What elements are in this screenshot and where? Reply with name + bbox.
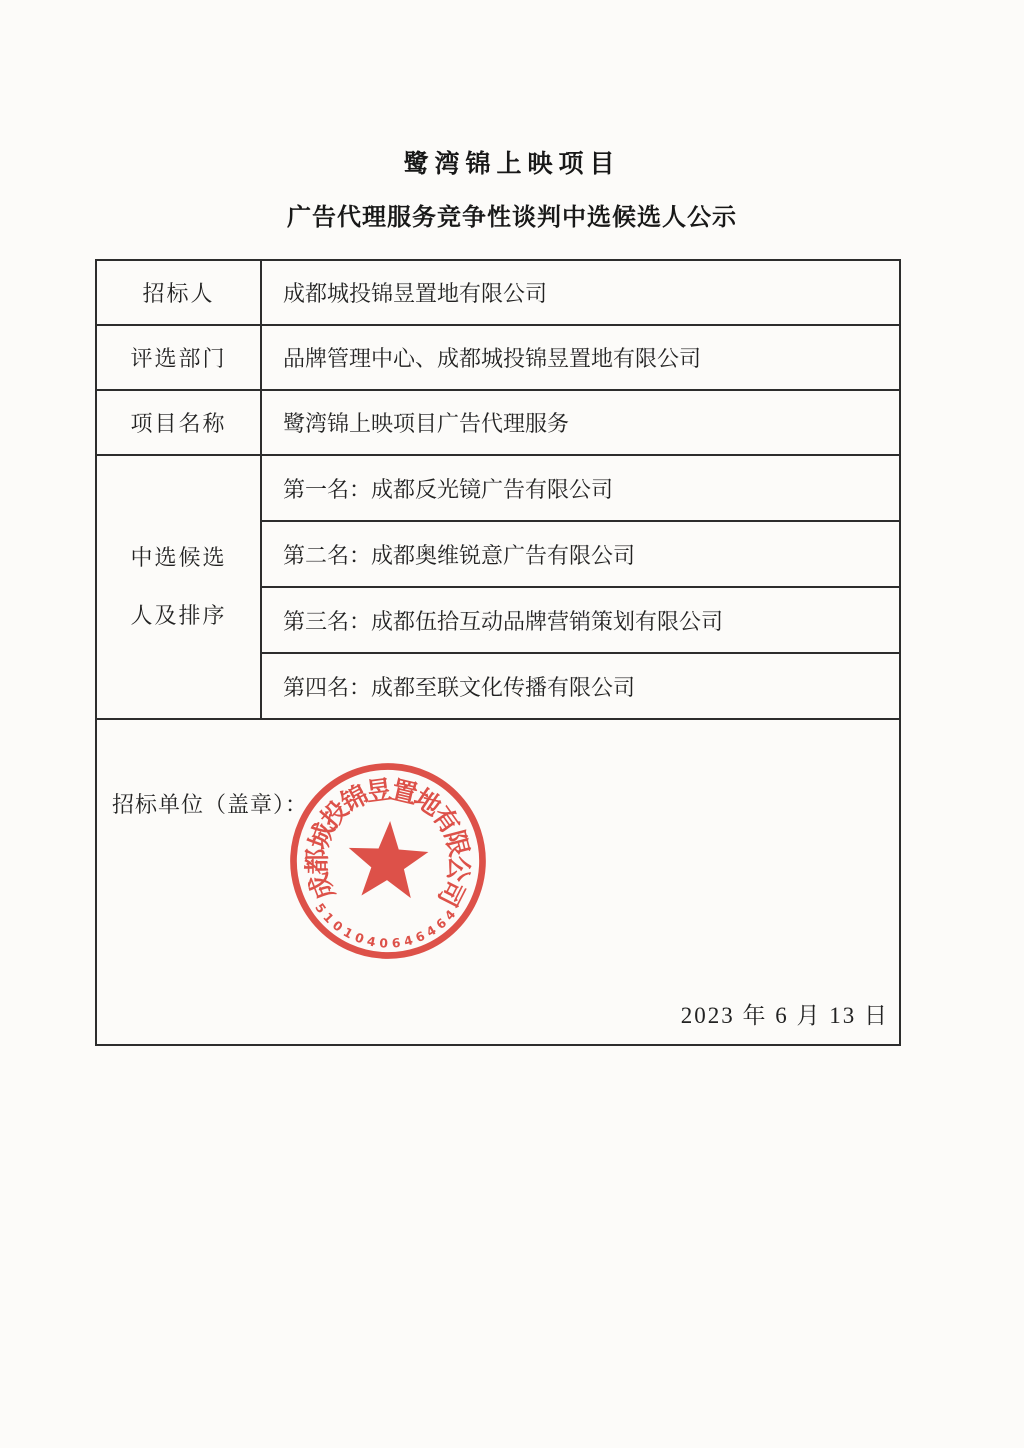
svg-text:城: 城 [303, 819, 340, 854]
project-label: 项目名称 [96, 390, 261, 455]
svg-text:有: 有 [426, 801, 466, 840]
candidate-2: 第二名：成都奥维锐意广告有限公司 [261, 521, 900, 587]
seal-cell [96, 719, 900, 1045]
svg-text:公: 公 [442, 854, 475, 884]
svg-text:成: 成 [303, 869, 341, 904]
svg-text:昱: 昱 [364, 774, 394, 807]
svg-text:投: 投 [315, 795, 355, 834]
candidate-1: 第一名：成都反光镜广告有限公司 [261, 455, 900, 521]
candidates-label-line1: 中选候选 [130, 545, 227, 570]
svg-text:都: 都 [302, 848, 332, 875]
page-title-line2: 广告代理服务竞争性谈判中选候选人公示 [287, 205, 737, 231]
svg-text:4: 4 [402, 932, 415, 949]
table-row-candidate-1 [96, 455, 900, 521]
svg-text:锦: 锦 [336, 779, 373, 818]
project-value: 鹭湾锦上映项目广告代理服务 [261, 390, 900, 455]
svg-text:1: 1 [340, 924, 356, 942]
svg-text:6: 6 [391, 934, 402, 951]
candidate-4: 第四名：成都至联文化传播有限公司 [261, 653, 900, 719]
table-row-project [96, 390, 900, 455]
svg-text:4: 4 [423, 922, 439, 940]
page-title-line1: 鹭湾锦上映项目 [403, 151, 621, 178]
svg-text:6: 6 [432, 915, 450, 933]
department-label: 评选部门 [96, 325, 261, 390]
candidates-label [96, 455, 261, 719]
svg-text:司: 司 [432, 874, 470, 912]
svg-text:6: 6 [413, 927, 427, 946]
svg-text:4: 4 [365, 933, 378, 950]
seal-label: 招标单位（盖章）： [112, 792, 309, 817]
svg-text:0: 0 [329, 917, 346, 935]
svg-text:1: 1 [320, 909, 338, 926]
candidate-3: 第三名：成都伍拾互动品牌营销策划有限公司 [261, 587, 900, 653]
svg-text:置: 置 [388, 775, 421, 810]
svg-text:0: 0 [379, 935, 389, 951]
candidates-label-line2: 人及排序 [130, 603, 227, 628]
svg-text:限: 限 [439, 827, 474, 860]
svg-text:5: 5 [312, 900, 330, 916]
department-value: 品牌管理中心、成都城投锦昱置地有限公司 [261, 325, 900, 390]
bidder-label: 招标人 [96, 260, 261, 325]
svg-text:4: 4 [441, 906, 459, 924]
company-seal-stamp [278, 751, 499, 972]
table-row-department [96, 325, 900, 390]
notice-table [95, 259, 901, 1046]
bidder-value: 成都城投锦昱置地有限公司 [261, 260, 900, 325]
svg-text:0: 0 [352, 929, 367, 947]
star-icon [346, 819, 430, 899]
table-row-bidder [96, 260, 900, 325]
date-text: 2023 年 6 月 13 日 [680, 1003, 889, 1028]
table-row-seal [96, 719, 900, 1045]
svg-text:地: 地 [408, 783, 447, 822]
